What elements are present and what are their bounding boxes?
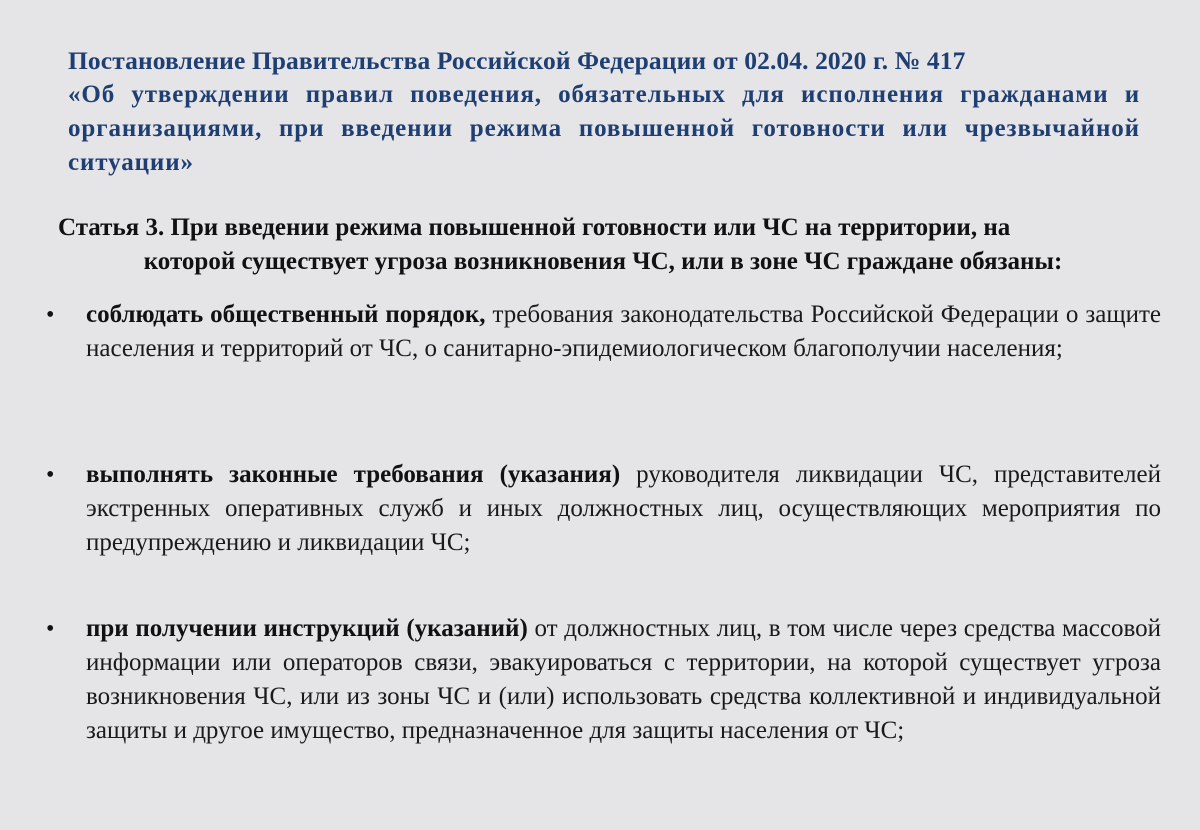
decree-subtitle: «Об утверждении правил поведения, обязательных для исполнения гражданами и организациями, при введении режима повышенной готовности или чрезвычайной ситуации» [68, 81, 1140, 176]
list-item-text [86, 612, 1161, 748]
list-item-body: требования законодательства Российской Федерации о защите населения и территорий от ЧС, о санитарно-эпидемиологическом благополучии населения; [86, 301, 1161, 362]
bullet-icon: • [46, 616, 55, 642]
decree-title: Постановление Правительства Российской Федерации от 02.04. 2020 г. № 417 [68, 46, 966, 75]
bullet-icon: • [46, 462, 55, 488]
bullet-icon: • [46, 302, 55, 328]
list-item-text [86, 298, 1161, 366]
document-header [68, 44, 1140, 180]
list-item-bold: соблюдать общественный порядок, [86, 301, 486, 328]
article-heading-line2: которой существует угроза возникновения ЧС, или в зоне ЧС граждане обязаны: [143, 248, 1063, 275]
list-item-bold: при получении инструкций (указаний) [86, 615, 528, 642]
article-heading [58, 211, 1148, 279]
list-item-bold: выполнять законные требования (указания) [86, 461, 621, 488]
article-heading-line1: Статья 3. При введении режима повышенной готовности или ЧС на территории, на [58, 214, 1011, 241]
list-item-body: руководителя ликвидации ЧС, представителей экстренных оперативных служб и иных должностных лиц, осуществляющих мероприятия по предупреждению и ликвидации ЧС; [86, 461, 1161, 556]
list-item-body: от должностных лиц, в том числе через средства массовой информации или операторов связи, эвакуироваться с территории, на которой существует угроза возникновения ЧС, или из зоны ЧС и (или) использовать средства коллективной и индивидуальной защиты и другое имущество, предназначенное для защиты населения от ЧС; [86, 615, 1161, 744]
list-item-text [86, 458, 1161, 560]
